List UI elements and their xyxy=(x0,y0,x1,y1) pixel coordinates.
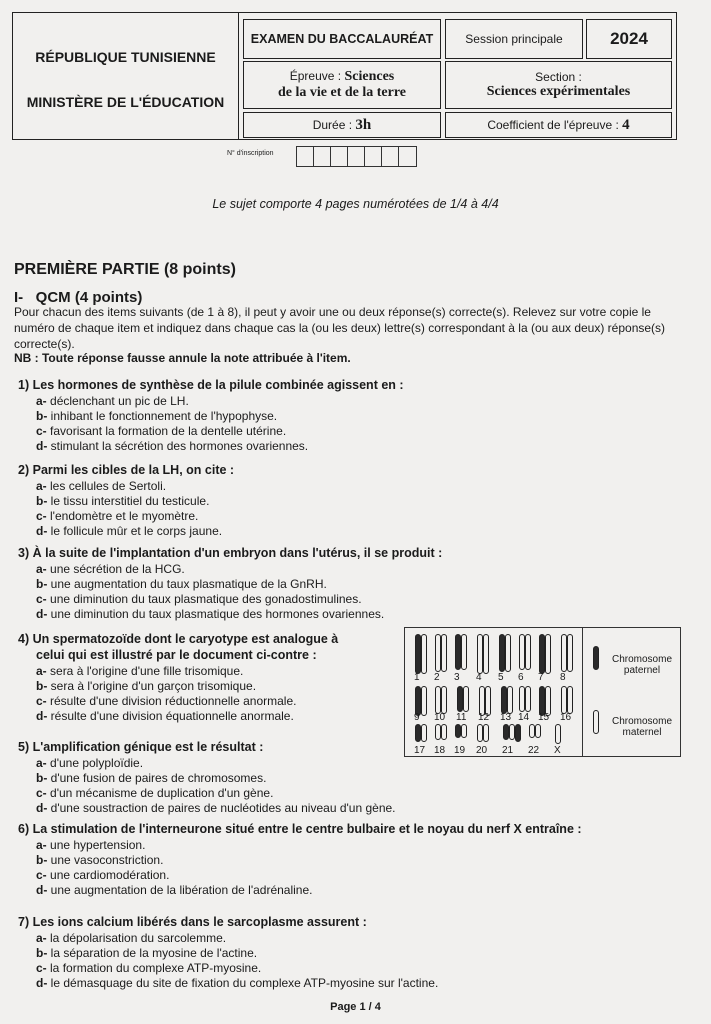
answer-option xyxy=(36,883,313,898)
chromosome-pair-label: 20 xyxy=(476,745,488,756)
chromosome xyxy=(483,724,489,742)
answer-option xyxy=(36,409,277,424)
chromosome xyxy=(567,634,573,672)
option-text: une diminution du taux plasmatique des hormones ovariennes. xyxy=(50,607,385,621)
chromosome xyxy=(507,686,513,714)
option-text: favorisant la formation de la dentelle utérine. xyxy=(50,424,287,438)
chromosome-pair-label: 13 xyxy=(500,712,512,723)
instructions: Pour chacun des items suivants (de 1 à 8), il peut y avoir une ou deux réponse(s) correcte(s). Relevez sur votre copie le numéro de chaque item et indiquez dans chaque cas la (ou les deux) lettre(s) correspondant à la (ou aux deux) réponse(s) correcte(s). xyxy=(14,305,666,351)
option-text: une augmentation de la libération de l'adrénaline. xyxy=(50,883,313,897)
option-text: le tissu interstitiel du testicule. xyxy=(50,494,210,508)
question-number: 3) xyxy=(18,546,30,560)
country-name: RÉPUBLIQUE TUNISIENNE xyxy=(35,49,216,65)
ministry-name: MINISTÈRE DE L'ÉDUCATION xyxy=(26,94,225,110)
chromosome-pair-label: 15 xyxy=(538,712,550,723)
question-text: Parmi les cibles de la LH, on cite : xyxy=(32,463,235,477)
epreuve-value-line2: de la vie et de la terre xyxy=(277,85,407,100)
answer-option xyxy=(36,494,209,509)
option-letter: c- xyxy=(36,694,47,708)
chromosome-pair-label: X xyxy=(554,745,561,756)
inscription-boxes[interactable] xyxy=(296,146,417,167)
question-stem xyxy=(18,821,582,837)
chromosome-pair-label: 18 xyxy=(434,745,446,756)
option-letter: c- xyxy=(36,424,47,438)
chromosome xyxy=(483,634,489,674)
chromosome xyxy=(421,634,427,674)
chromosome-pair-label: 6 xyxy=(518,672,524,683)
duree-cell xyxy=(243,112,441,138)
chromosome xyxy=(441,634,447,672)
option-letter: d- xyxy=(36,801,48,815)
inscription-digit-box[interactable] xyxy=(297,147,314,166)
question-text: L'amplification génique est le résultat : xyxy=(32,740,264,754)
answer-option xyxy=(36,607,384,622)
answer-option xyxy=(36,394,189,409)
option-letter: a- xyxy=(36,756,47,770)
epreuve-cell xyxy=(243,61,441,109)
option-text: inhibant le fonctionnement de l'hypophyse. xyxy=(50,409,278,423)
section-label: Section : xyxy=(535,70,582,84)
option-text: une diminution du taux plasmatique des gonadostimulines. xyxy=(50,592,362,606)
inscription-label: N° d'inscription xyxy=(227,150,274,157)
chromosome xyxy=(441,724,447,740)
inscription-digit-box[interactable] xyxy=(365,147,382,166)
option-letter: b- xyxy=(36,679,48,693)
answer-option xyxy=(36,838,145,853)
answer-option xyxy=(36,592,362,607)
chromosome-pair-label: 2 xyxy=(434,672,440,683)
chromosome-pair-label: 1 xyxy=(414,672,420,683)
option-letter: a- xyxy=(36,562,47,576)
epreuve-label: Épreuve : xyxy=(289,69,342,83)
option-letter: b- xyxy=(36,771,48,785)
subject-note: Le sujet comporte 4 pages numérotées de 1/4 à 4/4 xyxy=(212,197,499,211)
chromosome-pair-label: 8 xyxy=(560,672,566,683)
chromosome xyxy=(525,634,531,670)
answer-option xyxy=(36,756,143,771)
coef-value: 4 xyxy=(622,116,630,133)
question-number: 4) xyxy=(18,632,30,646)
legend-maternal xyxy=(602,716,682,738)
legend-paternal xyxy=(602,654,682,676)
question-number: 5) xyxy=(18,740,30,754)
nb-note: NB : Toute réponse fausse annule la note attribuée à l'item. xyxy=(14,351,351,365)
option-letter: c- xyxy=(36,592,47,606)
question-text: celui qui est illustré par le document ci-contre : xyxy=(36,648,317,662)
chromosome xyxy=(525,686,531,712)
question-number: 6) xyxy=(18,822,30,836)
duree-label: Durée : xyxy=(312,118,353,132)
option-text: la séparation de la myosine de l'actine. xyxy=(50,946,258,960)
option-letter: a- xyxy=(36,931,47,945)
option-text: résulte d'une division équationnelle anormale. xyxy=(50,709,294,723)
chromosome xyxy=(441,686,447,714)
option-letter: b- xyxy=(36,577,48,591)
chromosome xyxy=(505,634,511,672)
coef-label: Coefficient de l'épreuve : xyxy=(487,118,619,132)
answer-option xyxy=(36,946,257,961)
option-text: d'une soustraction de paires de nucléotides au niveau d'un gène. xyxy=(50,801,396,815)
chromosome-pair-label: 22 xyxy=(528,745,540,756)
exam-header xyxy=(12,12,677,140)
question-text: La stimulation de l'interneurone situé entre le centre bulbaire et le noyau du nerf X entraîne : xyxy=(32,822,582,836)
option-text: une augmentation du taux plasmatique de la GnRH. xyxy=(50,577,327,591)
inscription-digit-box[interactable] xyxy=(348,147,365,166)
chromosome-pair-label: 19 xyxy=(454,745,466,756)
extra-chromosome-21 xyxy=(515,724,521,742)
exam-title: EXAMEN DU BACCALAURÉAT xyxy=(243,19,441,59)
question-stem xyxy=(18,914,367,930)
chromosome xyxy=(535,724,541,738)
question-stem xyxy=(18,377,404,393)
inscription-digit-box[interactable] xyxy=(382,147,399,166)
option-letter: c- xyxy=(36,961,47,975)
option-text: l'endomètre et le myomètre. xyxy=(50,509,199,523)
chromosome-pair-label: 17 xyxy=(414,745,426,756)
chromosome xyxy=(421,724,427,742)
question-text: Un spermatozoïde dont le caryotype est analogue à xyxy=(32,632,339,646)
header-left-block xyxy=(13,13,239,139)
option-text: une cardiomodération. xyxy=(50,868,170,882)
chromosome xyxy=(461,634,467,670)
answer-option xyxy=(36,577,327,592)
option-letter: b- xyxy=(36,409,48,423)
answer-option xyxy=(36,771,266,786)
legend-maternal-line2: maternel xyxy=(622,727,662,738)
option-letter: a- xyxy=(36,664,47,678)
answer-option xyxy=(36,439,308,454)
chromosome-pair-label: 3 xyxy=(454,672,460,683)
session-label: Session principale xyxy=(445,19,583,59)
option-letter: b- xyxy=(36,853,48,867)
chromosome xyxy=(421,686,427,716)
chromosome-pair-label: 11 xyxy=(456,712,467,723)
epreuve-value-line1: Sciences xyxy=(344,69,395,84)
maternal-chromosome-icon xyxy=(593,710,599,734)
answer-option xyxy=(36,509,198,524)
part-title: PREMIÈRE PARTIE (8 points) xyxy=(14,261,236,278)
answer-option xyxy=(36,853,163,868)
chromosome-pair-label: 16 xyxy=(560,712,572,723)
option-text: la formation du complexe ATP-myosine. xyxy=(50,961,262,975)
answer-option xyxy=(36,524,222,539)
option-text: d'une fusion de paires de chromosomes. xyxy=(50,771,267,785)
option-text: d'un mécanisme de duplication d'un gène. xyxy=(50,786,274,800)
option-text: le follicule mûr et le corps jaune. xyxy=(50,524,223,538)
question-text: Les hormones de synthèse de la pilule combinée agissent en : xyxy=(32,378,404,392)
inscription-digit-box[interactable] xyxy=(314,147,331,166)
option-text: une sécrétion de la HCG. xyxy=(50,562,185,576)
answer-option xyxy=(36,679,256,694)
answer-option xyxy=(36,562,185,577)
chromosome-pair-label: 12 xyxy=(478,712,490,723)
chromosome-pair-label: 9 xyxy=(414,712,420,723)
section-value: Sciences expérimentales xyxy=(486,84,631,99)
option-text: d'une polyploïdie. xyxy=(50,756,144,770)
option-letter: d- xyxy=(36,607,48,621)
option-text: les cellules de Sertoli. xyxy=(50,479,167,493)
option-letter: a- xyxy=(36,838,47,852)
option-letter: c- xyxy=(36,868,47,882)
option-text: le démasquage du site de fixation du complexe ATP-myosine sur l'actine. xyxy=(50,976,439,990)
legend-paternal-line2: paternel xyxy=(623,665,661,676)
exam-year: 2024 xyxy=(586,19,672,59)
question-number: 7) xyxy=(18,915,30,929)
inscription-digit-box[interactable] xyxy=(399,147,416,166)
coef-cell xyxy=(445,112,672,138)
legend-maternal-line1: Chromosome xyxy=(611,716,673,727)
question-number: 2) xyxy=(18,463,30,477)
answer-option xyxy=(36,801,396,816)
answer-option xyxy=(36,868,169,883)
duree-value: 3h xyxy=(355,116,372,133)
option-letter: a- xyxy=(36,394,47,408)
answer-option xyxy=(36,709,294,724)
legend-paternal-line1: Chromosome xyxy=(611,654,673,665)
option-text: une vasoconstriction. xyxy=(50,853,164,867)
option-letter: c- xyxy=(36,786,47,800)
option-letter: a- xyxy=(36,479,47,493)
chromosome xyxy=(461,724,467,738)
answer-option xyxy=(36,976,438,991)
option-letter: d- xyxy=(36,524,48,538)
option-letter: b- xyxy=(36,494,48,508)
section-cell xyxy=(445,61,672,109)
answer-option xyxy=(36,424,286,439)
option-letter: d- xyxy=(36,709,48,723)
question-text: À la suite de l'implantation d'un embryon dans l'utérus, il se produit : xyxy=(32,546,443,560)
answer-option xyxy=(36,786,273,801)
question-stem xyxy=(36,647,317,663)
option-text: sera à l'origine d'une fille trisomique. xyxy=(50,664,244,678)
chromosome xyxy=(555,724,561,744)
chromosome xyxy=(567,686,573,714)
question-stem xyxy=(18,739,263,755)
chromosome-pair-label: 7 xyxy=(538,672,544,683)
question-stem xyxy=(18,462,234,478)
option-text: une hypertension. xyxy=(50,838,146,852)
option-text: sera à l'origine d'un garçon trisomique. xyxy=(50,679,257,693)
chromosome-pair-label: 14 xyxy=(518,712,530,723)
question-number: 1) xyxy=(18,378,30,392)
chromosome xyxy=(545,634,551,674)
chromosome-pair-label: 10 xyxy=(434,712,446,723)
answer-option xyxy=(36,931,226,946)
option-letter: b- xyxy=(36,946,48,960)
option-text: déclenchant un pic de LH. xyxy=(50,394,189,408)
option-letter: c- xyxy=(36,509,47,523)
question-stem xyxy=(18,545,442,561)
option-text: la dépolarisation du sarcolemme. xyxy=(50,931,227,945)
question-stem xyxy=(18,631,338,647)
page-footer: Page 1 / 4 xyxy=(330,1001,381,1013)
option-letter: d- xyxy=(36,883,48,897)
chromosome-pair-label: 4 xyxy=(476,672,482,683)
chromosome-pair-label: 21 xyxy=(502,745,514,756)
inscription-digit-box[interactable] xyxy=(331,147,348,166)
paternal-chromosome-icon xyxy=(593,646,599,670)
option-text: résulte d'une division réductionnelle anormale. xyxy=(50,694,297,708)
option-letter: d- xyxy=(36,439,48,453)
option-letter: d- xyxy=(36,976,48,990)
karyotype-divider xyxy=(582,628,583,756)
answer-option xyxy=(36,664,243,679)
question-text: Les ions calcium libérés dans le sarcoplasme assurent : xyxy=(32,915,367,929)
answer-option xyxy=(36,961,261,976)
chromosome xyxy=(463,686,469,712)
chromosome-pair-label: 5 xyxy=(498,672,504,683)
qcm-title: I- QCM (4 points) xyxy=(14,289,143,306)
answer-option xyxy=(36,694,296,709)
option-text: stimulant la sécrétion des hormones ovariennes. xyxy=(50,439,309,453)
answer-option xyxy=(36,479,166,494)
karyotype-document xyxy=(404,627,681,757)
